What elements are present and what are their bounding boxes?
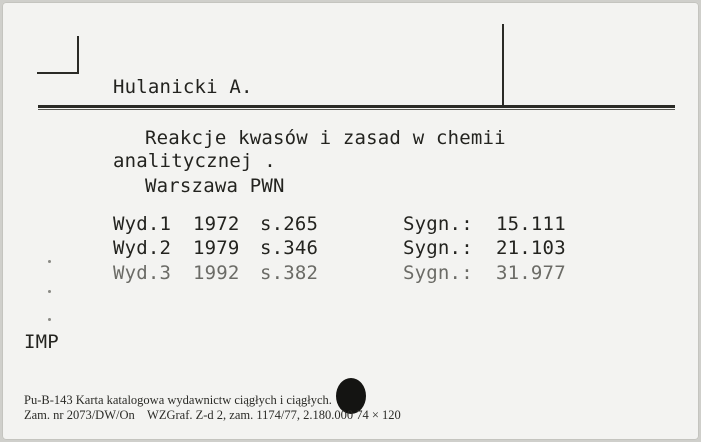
edition-year: 1992	[193, 262, 240, 284]
edition-pages: s.382	[260, 262, 319, 284]
footer-line-2: Zam. nr 2073/DW/On WZGraf. Z-d 2, zam. 1174/77, 2.180.000 74 × 120	[24, 408, 401, 422]
edition-year: 1972	[193, 213, 240, 235]
signature-label: Sygn.:	[403, 237, 473, 259]
corner-mark-vertical	[77, 36, 79, 73]
edition-pages: s.346	[260, 237, 319, 259]
header-divider	[502, 24, 504, 106]
title-line-1: Reakcje kwasów i zasad w chemii	[145, 127, 506, 149]
paper-speck	[48, 290, 51, 293]
signature-number: 31.977	[496, 262, 566, 284]
footer-line-1: Pu-B-143 Karta katalogowa wydawnictw ciągłych i ciągłych.	[24, 393, 332, 407]
signature-number: 21.103	[496, 237, 566, 259]
author-name: Hulanicki A.	[113, 76, 253, 98]
edition-label: Wyd.3	[113, 262, 172, 284]
edition-year: 1979	[193, 237, 240, 259]
signature-label: Sygn.:	[403, 262, 473, 284]
header-rule	[38, 105, 675, 108]
edition-label: Wyd.1	[113, 213, 172, 235]
catalog-card	[2, 2, 699, 440]
paper-speck	[48, 318, 51, 321]
paper-speck	[48, 260, 51, 263]
publisher: Warszawa PWN	[145, 175, 285, 197]
edition-pages: s.265	[260, 213, 319, 235]
header-rule-shadow	[38, 109, 675, 110]
signature-label: Sygn.:	[403, 213, 473, 235]
corner-mark-horizontal	[37, 72, 79, 74]
stamp-imp: IMP	[24, 331, 59, 353]
edition-label: Wyd.2	[113, 237, 172, 259]
title-line-2: analitycznej .	[113, 150, 276, 172]
signature-number: 15.111	[496, 213, 566, 235]
